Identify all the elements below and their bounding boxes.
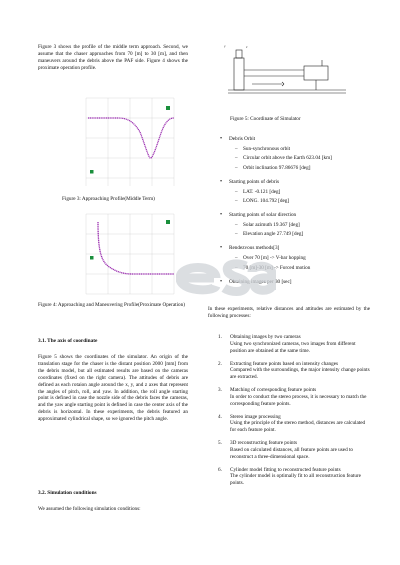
step-title: Obtaining images by two cameras xyxy=(230,334,301,340)
dash-icon: – xyxy=(235,164,238,171)
step-number: 4. xyxy=(218,413,222,420)
condition-subitem: – LAT. -0.121 [deg] xyxy=(235,188,281,195)
step-title: Matching of corresponding feature points xyxy=(230,387,317,393)
fig3-start-marker xyxy=(166,106,170,110)
process-step xyxy=(218,413,372,435)
figure-3-plot xyxy=(78,88,178,190)
condition-subitem: – Circular orbit above the Earth 623.04 [km] xyxy=(235,155,332,162)
step-number: 2. xyxy=(218,360,222,367)
svg-text:z: z xyxy=(246,45,248,49)
figure-4-caption: Figure 4: Approaching and Maneuvering Profile(Proximate Operation) xyxy=(38,302,185,308)
section-3-2-title: 3.2. Simulation conditions xyxy=(38,490,97,496)
condition-bullet xyxy=(220,278,369,286)
step-title: 3D reconstructing feature points xyxy=(230,440,297,446)
condition-label: Debris Orbit xyxy=(229,136,256,142)
bullet-dot-icon: • xyxy=(220,278,223,285)
section-3-1-body: Figure 5 shows the coordinates of the simulator. An origin of the translation stage for the chaser is the distant position 2000 [mm] from the debris model, but all estimated results are based on the cameras coordinates (fixed on the right camera). The attitudes of debris are defined as each rotaion angle around the x, y, and z axes that represent the angles of pitch, roll, and yaw. In addition, the roll angle starting point is defined in case the nozzle side of the debris faces the cameras, and the yaw angle starting point is defined in case the center axis of the debris is horizontal. In these experiments, the debris featured an approximated cylindrical shape, so we ignored the pitch angle. xyxy=(38,354,188,423)
process-step xyxy=(218,466,372,488)
dash-icon: – xyxy=(235,155,238,162)
bullet-dot-icon: • xyxy=(220,136,223,142)
step-number: 1. xyxy=(218,334,222,340)
bullet-dot-icon: • xyxy=(220,178,223,185)
process-step xyxy=(218,387,372,408)
step-number: 6. xyxy=(218,466,222,473)
left-intro-paragraph: Figure 3 shows the profile of the middle term approach. Second, we assume that the chaser approaches from 70 [m] to 30 [m], and then maneuvers around the debris above the PAF side. Figure 4 shows the proximate operation profile. xyxy=(38,44,188,71)
section-3-1-title: 3.1. The axis of coordinate xyxy=(38,338,98,344)
dash-icon: – xyxy=(235,222,238,228)
condition-subitem: – Solar azimuth 19.367 [deg] xyxy=(235,222,300,228)
condition-bullet xyxy=(220,245,369,252)
figure-3-caption: Figure 3: Approaching Profile(Middle Term) xyxy=(62,196,155,202)
condition-subitem: – Orbit inclination 97.86676 [deg] xyxy=(235,164,311,171)
figure-5-diagram xyxy=(222,40,352,102)
step-body: Based on calculated distances, all feature points are used to reconstruct a three-dimensional space. xyxy=(230,446,354,460)
step-body: In order to conduct the stereo process, it is necessary to match the corresponding feature points. xyxy=(230,393,367,407)
bullet-dot-icon: • xyxy=(220,245,223,252)
condition-label: Obtaining images per 30 [sec] xyxy=(229,278,292,285)
process-step xyxy=(218,360,372,382)
process-step xyxy=(218,440,372,461)
fig4-end-marker xyxy=(90,256,94,260)
condition-subitem: – Elevation angle 27.749 [deg] xyxy=(235,231,304,238)
figure-4-plot xyxy=(78,206,178,298)
step-body: Using the principle of the stereo method, distances are calculated for each feature point. xyxy=(230,420,366,434)
dash-icon: – xyxy=(235,231,238,238)
step-title: Extracting feature points based on intensity changes xyxy=(230,360,339,367)
condition-label: Rendezvous methods[3] xyxy=(229,245,280,252)
fig3-end-marker xyxy=(90,170,94,174)
dash-icon: – xyxy=(235,255,238,262)
step-body: The cylinder model is optimally fit to all reconstruction feature points. xyxy=(230,473,361,487)
step-number: 5. xyxy=(218,440,222,446)
process-step xyxy=(218,334,372,355)
step-title: Stereo image processing xyxy=(230,413,281,420)
dash-icon: – xyxy=(235,198,238,205)
condition-subitem: – Sun-synchronous orbit xyxy=(235,146,291,152)
step-body: Using two synchronized cameras, two images from different position are obtained at the same time. xyxy=(230,340,356,354)
condition-bullet xyxy=(220,212,369,219)
condition-bullet xyxy=(220,178,369,186)
dash-icon: – xyxy=(235,264,238,271)
condition-subitem: – Over 70 [m] -> V-bar hopping xyxy=(235,255,306,262)
condition-label: Starting points of debris xyxy=(229,178,279,185)
step-body: Compared with the surroundings, the major intensity change points are extracted. xyxy=(230,367,370,381)
fig4-start-marker xyxy=(166,220,170,224)
right-intro-paragraph: In these experiments, relative distances and attitudes are estimated by the following processes: xyxy=(208,306,370,319)
bullet-dot-icon: • xyxy=(220,212,223,218)
condition-subitem: – 70 [m]-30 [m] -> Forced motion xyxy=(235,264,311,271)
condition-label: Starting points of solar direction xyxy=(229,212,297,218)
step-number: 3. xyxy=(218,387,222,393)
dash-icon: – xyxy=(235,146,238,152)
figure-5-caption: Figure 5: Coordinate of Simulator xyxy=(230,116,301,122)
svg-text:y: y xyxy=(224,44,226,48)
section-3-2-body: We assumed the following simulation conditions: xyxy=(38,506,141,512)
condition-bullet xyxy=(220,136,369,143)
dash-icon: – xyxy=(235,188,238,195)
condition-subitem: – LONG. 104.792 [deg] xyxy=(235,198,290,205)
step-title: Cylinder model fitting to reconstructed feature points xyxy=(230,466,341,473)
